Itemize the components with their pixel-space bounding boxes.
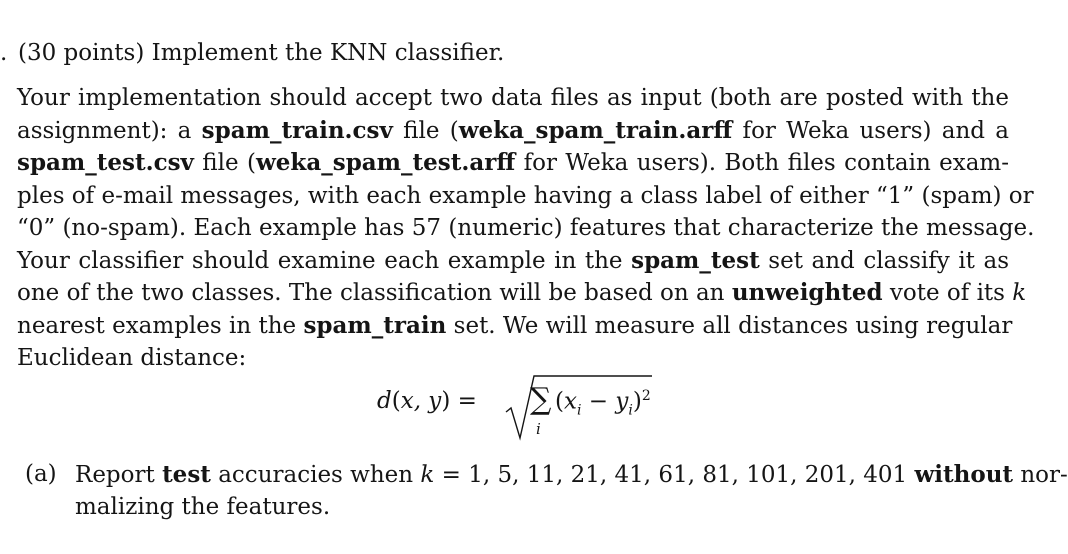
part-a-line — [75, 458, 1068, 491]
paragraph-line — [17, 342, 1009, 375]
paragraph-line — [17, 115, 1009, 148]
bold-term-unweighted: unweighted — [731, 279, 883, 306]
bold-filename-spam-train-csv: spam_train.csv — [201, 116, 393, 144]
bold-filename-spam-test-csv: spam_test.csv — [17, 149, 194, 176]
text-run: file ( — [193, 150, 256, 176]
text-run: malizing the features. — [75, 494, 331, 520]
text-run: set. We will measure all distances using regular — [446, 312, 1013, 339]
text-run: accuracies when — [210, 462, 421, 488]
problem-title: (30 points) Implement the KNN classifier. — [18, 40, 505, 66]
paragraph-line — [17, 277, 1027, 310]
text-run: nor- — [1013, 462, 1068, 488]
text-run: set and classify it as — [759, 247, 1010, 274]
bold-filename-weka-spam-train: weka_spam_train.arff — [458, 116, 733, 144]
text-run: Your implementation should accept two data files as input (both are posted with the — [17, 85, 1009, 111]
paragraph-line — [17, 245, 1009, 278]
text-run: for Weka users). Both files contain exam- — [515, 150, 1009, 176]
part-a-text — [75, 458, 1068, 524]
summation-index: i — [536, 420, 541, 438]
bold-term-test: test — [162, 461, 211, 488]
part-a-label: (a) — [25, 461, 57, 487]
problem-paragraph — [17, 82, 1035, 375]
formula-lhs: d(x, y) = — [377, 388, 477, 414]
math-var-k: k — [420, 462, 435, 488]
text-run: Euclidean distance: — [17, 345, 247, 371]
text-run: file ( — [392, 117, 459, 144]
text-run: “0” (no-spam). Each example has 57 (numeric) features that characterize the message. — [17, 215, 1035, 241]
text-run: Your classifier should examine each example in the — [17, 247, 632, 274]
text-run: vote of its — [882, 280, 1013, 306]
problem-bullet: . — [0, 40, 8, 66]
math-var-k: k — [1012, 280, 1027, 306]
paragraph-line — [17, 212, 1035, 245]
summation-symbol: ∑ — [530, 382, 552, 417]
text-run: assignment): a — [17, 117, 202, 144]
bold-filename-weka-spam-test: weka_spam_test.arff — [255, 149, 516, 176]
text-run: Report — [75, 462, 163, 488]
text-run: ples of e-mail messages, with each example having a class label of either “1” (spam) or — [17, 182, 1034, 209]
k-values-list: = 1, 5, 11, 21, 41, 61, 81, 101, 201, 401 — [434, 462, 915, 488]
problem-heading — [0, 38, 504, 68]
bold-term-spam-train: spam_train — [303, 311, 447, 339]
formula-radicand: $(x_i - y_i)^2$ — [555, 388, 651, 419]
bold-term-without: without — [914, 461, 1014, 488]
paragraph-line — [17, 180, 1034, 213]
text-run: nearest examples in the — [17, 312, 304, 339]
bold-term-spam-test: spam_test — [631, 246, 760, 274]
paragraph-line — [17, 147, 1009, 180]
paragraph-line — [17, 82, 1009, 115]
part-a-line — [75, 491, 1010, 524]
paragraph-line — [17, 310, 1013, 343]
text-run: one of the two classes. The classification will be based on an — [17, 280, 732, 306]
text-run: for Weka users) and a — [732, 117, 1009, 144]
